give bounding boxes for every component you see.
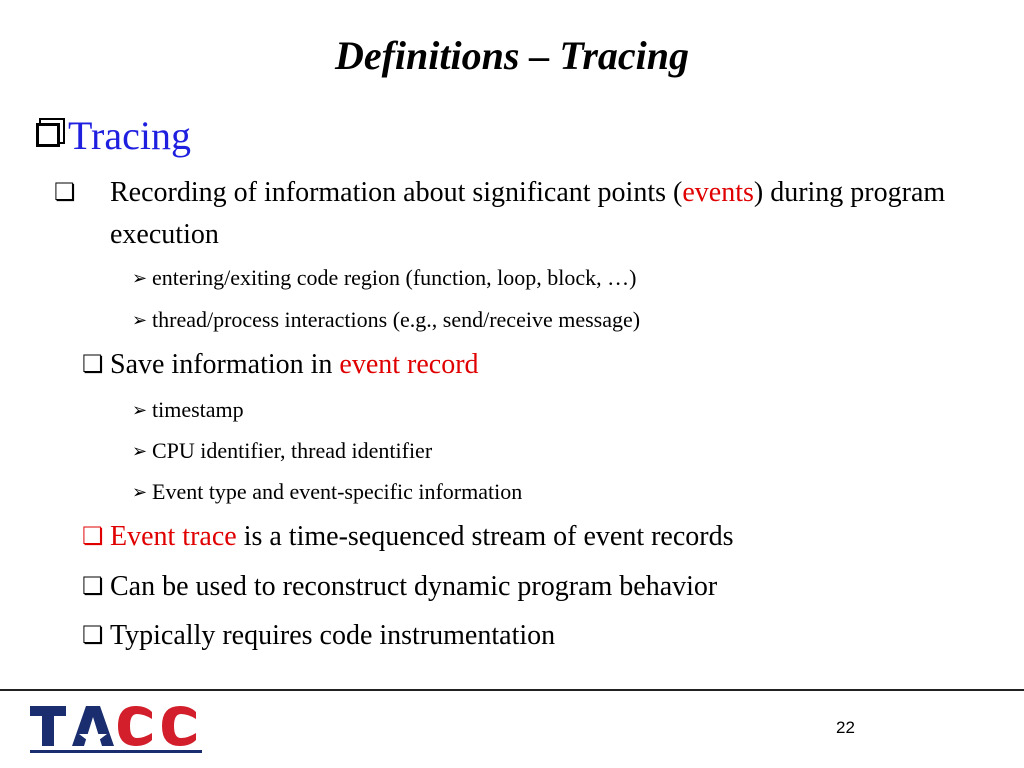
bullet-instrumentation: [82, 615, 555, 657]
bullet-text: Save information in: [110, 349, 340, 380]
square-bullet-icon: [36, 123, 60, 147]
sub-bullet-text: entering/exiting code region (function, loop, block, …): [152, 265, 637, 290]
bullet-recording: [54, 172, 970, 256]
arrow-bullet-icon: ➢: [132, 482, 148, 502]
sub-bullet: [132, 478, 522, 506]
highlight-event-trace: Event trace: [110, 521, 237, 552]
circle-bullet-icon: ❏: [82, 524, 104, 550]
tacc-logo: [26, 700, 206, 756]
heading-tracing: [34, 112, 191, 160]
sub-bullet-text: thread/process interactions (e.g., send/receive message): [152, 307, 641, 332]
arrow-bullet-icon: ➢: [132, 400, 148, 420]
sub-bullet-text: timestamp: [152, 397, 244, 422]
sub-bullet-text: Event type and event-specific information: [152, 479, 523, 504]
arrow-bullet-icon: ➢: [132, 268, 148, 288]
arrow-bullet-icon: ➢: [132, 441, 148, 461]
bullet-event-trace: [82, 516, 734, 558]
sub-bullet: [132, 306, 640, 334]
circle-bullet-icon: ❏: [82, 574, 104, 600]
bullet-text-after: ) during program execution: [110, 177, 946, 250]
slide-title: Definitions – Tracing: [334, 33, 690, 78]
sub-bullet: [132, 396, 244, 424]
highlight-event-record: event record: [339, 349, 479, 380]
sub-bullet-text: CPU identifier, thread identifier: [152, 438, 433, 463]
circle-bullet-icon: ❏: [82, 623, 104, 649]
bullet-save-information: [82, 344, 479, 386]
bullet-text: Typically requires code instrumentation: [110, 620, 556, 651]
highlight-events: events: [682, 177, 754, 208]
sub-bullet: [132, 437, 432, 465]
footer-divider: [0, 689, 1024, 691]
circle-bullet-icon: ❏: [54, 180, 76, 206]
bullet-text: is a time-sequenced stream of event records: [236, 521, 734, 552]
bullet-reconstruct: [82, 566, 717, 608]
bullet-text: Can be used to reconstruct dynamic program behavior: [110, 571, 718, 602]
page-number: 22: [836, 718, 855, 737]
heading-text: Tracing: [68, 113, 191, 158]
sub-bullet: [132, 264, 636, 292]
arrow-bullet-icon: ➢: [132, 310, 148, 330]
bullet-text: Recording of information about significant points (: [110, 177, 683, 208]
circle-bullet-icon: ❏: [82, 352, 104, 378]
